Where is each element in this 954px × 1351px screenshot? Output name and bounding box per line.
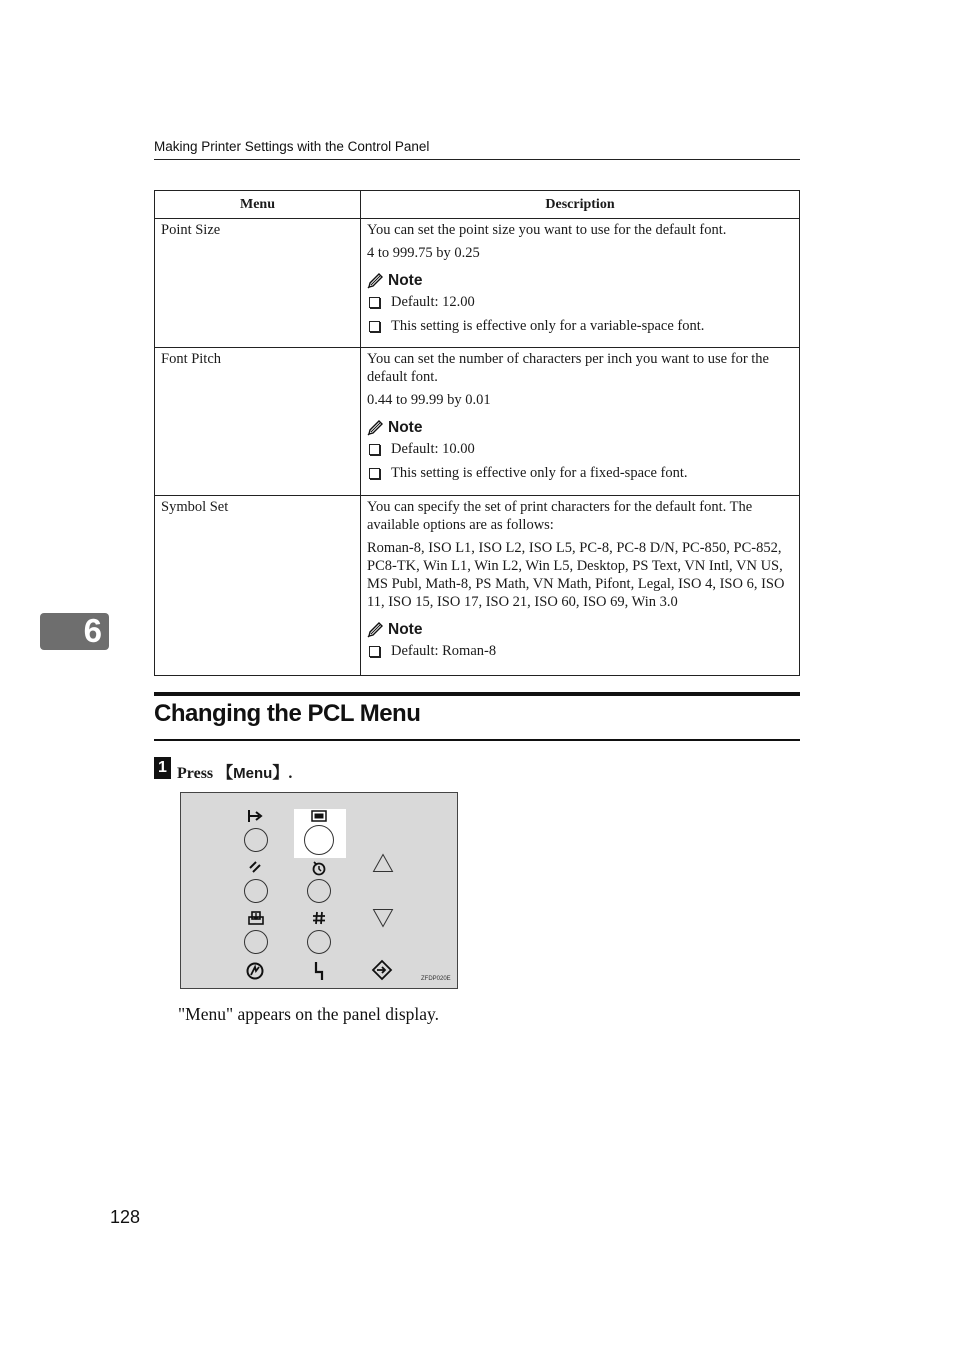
note-item <box>367 317 793 335</box>
up-arrow-icon[interactable] <box>372 853 394 873</box>
checkbox-bullet-icon <box>369 468 380 479</box>
menu-key-label: Menu <box>233 765 273 782</box>
running-header-title: Making Printer Settings with the Control Panel <box>154 139 430 154</box>
description-cell <box>361 348 800 496</box>
note-text: Default: 10.00 <box>391 441 475 457</box>
down-arrow-icon[interactable] <box>372 908 394 928</box>
note-item <box>367 642 793 660</box>
column-header-description: Description <box>361 191 800 219</box>
table-row <box>155 348 800 496</box>
description-text: You can specify the set of print characters for the default font. The available options are as follows: <box>367 499 753 533</box>
number-icon <box>312 911 326 925</box>
step-number-badge: 1 <box>154 757 171 779</box>
note-text: This setting is effective only for a fixed-space font. <box>391 465 688 481</box>
chapter-number: 6 <box>83 612 102 649</box>
value-range: 0.44 to 99.99 by 0.01 <box>367 392 491 408</box>
menu-icon <box>311 810 327 822</box>
running-header <box>154 138 800 160</box>
table-row <box>155 219 800 348</box>
step-verb: Press <box>177 765 214 782</box>
key-bracket-open: 【 <box>217 765 234 782</box>
description-cell <box>361 219 800 348</box>
pencil-icon <box>367 420 385 436</box>
note-label: Note <box>388 272 423 289</box>
description-text: You can set the point size you want to use for the default font. <box>367 222 727 238</box>
escape-icon <box>247 860 263 874</box>
online-icon <box>247 809 263 823</box>
note-item <box>367 464 793 482</box>
step-text <box>177 760 292 783</box>
note-item <box>367 440 793 458</box>
caption-text: "Menu" appears on the panel display. <box>178 1004 439 1024</box>
column-header-menu: Menu <box>155 191 361 219</box>
note-text: Default: 12.00 <box>391 294 475 310</box>
note-label: Note <box>388 621 423 638</box>
form-feed-icon <box>247 910 265 926</box>
description-cell <box>361 496 800 676</box>
section-rule-bottom <box>154 739 800 741</box>
checkbox-bullet-icon <box>369 297 380 308</box>
pencil-icon <box>367 622 385 638</box>
enter-icon[interactable] <box>371 959 393 981</box>
note-heading <box>367 272 793 290</box>
error-icon <box>312 961 326 981</box>
menu-cell: Point Size <box>155 219 361 348</box>
number-button[interactable] <box>307 930 331 954</box>
key-bracket-close: 】 <box>272 765 289 782</box>
table-header-row <box>155 191 800 219</box>
escape-button[interactable] <box>244 879 268 903</box>
note-label: Note <box>388 419 423 436</box>
note-text: This setting is effective only for a variable-space font. <box>391 318 705 334</box>
figure-code: ZFDP020E <box>421 976 451 982</box>
checkbox-bullet-icon <box>369 646 380 657</box>
job-reset-icon <box>311 860 327 876</box>
menu-button[interactable] <box>304 825 334 855</box>
note-heading <box>367 419 793 437</box>
pencil-icon <box>367 273 385 289</box>
section-title: Changing the PCL Menu <box>154 700 421 727</box>
note-item <box>367 293 793 311</box>
note-heading <box>367 621 793 639</box>
power-icon <box>245 961 265 981</box>
job-reset-button[interactable] <box>307 879 331 903</box>
online-button[interactable] <box>244 828 268 852</box>
table-row <box>155 496 800 676</box>
note-text: Default: Roman-8 <box>391 643 497 659</box>
menu-cell: Symbol Set <box>155 496 361 676</box>
step-period: . <box>288 765 293 782</box>
checkbox-bullet-icon <box>369 321 380 332</box>
checkbox-bullet-icon <box>369 444 380 455</box>
symbol-set-options: Roman-8, ISO L1, ISO L2, ISO L5, PC-8, PC-8 D/N, PC-850, PC-852, PC8-TK, Win L1, Win L2, Win L5, Desktop, PS Text, VN Intl, VN US, MS Publ, Math-8, PS Math, VN Math, Pifont, Legal, ISO 4, ISO 6, ISO 11, ISO 15, ISO 17, ISO 21, ISO 60, ISO 69, Win 3.0 <box>367 540 785 610</box>
chapter-tab <box>40 613 109 650</box>
step-instruction <box>154 752 292 783</box>
section-rule-top <box>154 692 800 696</box>
value-range: 4 to 999.75 by 0.25 <box>367 245 480 261</box>
settings-table <box>154 190 800 676</box>
control-panel-illustration <box>180 792 458 989</box>
description-text: You can set the number of characters per inch you want to use for the default font. <box>367 351 769 385</box>
form-feed-button[interactable] <box>244 930 268 954</box>
page-number: 128 <box>110 1207 141 1227</box>
menu-cell: Font Pitch <box>155 348 361 496</box>
